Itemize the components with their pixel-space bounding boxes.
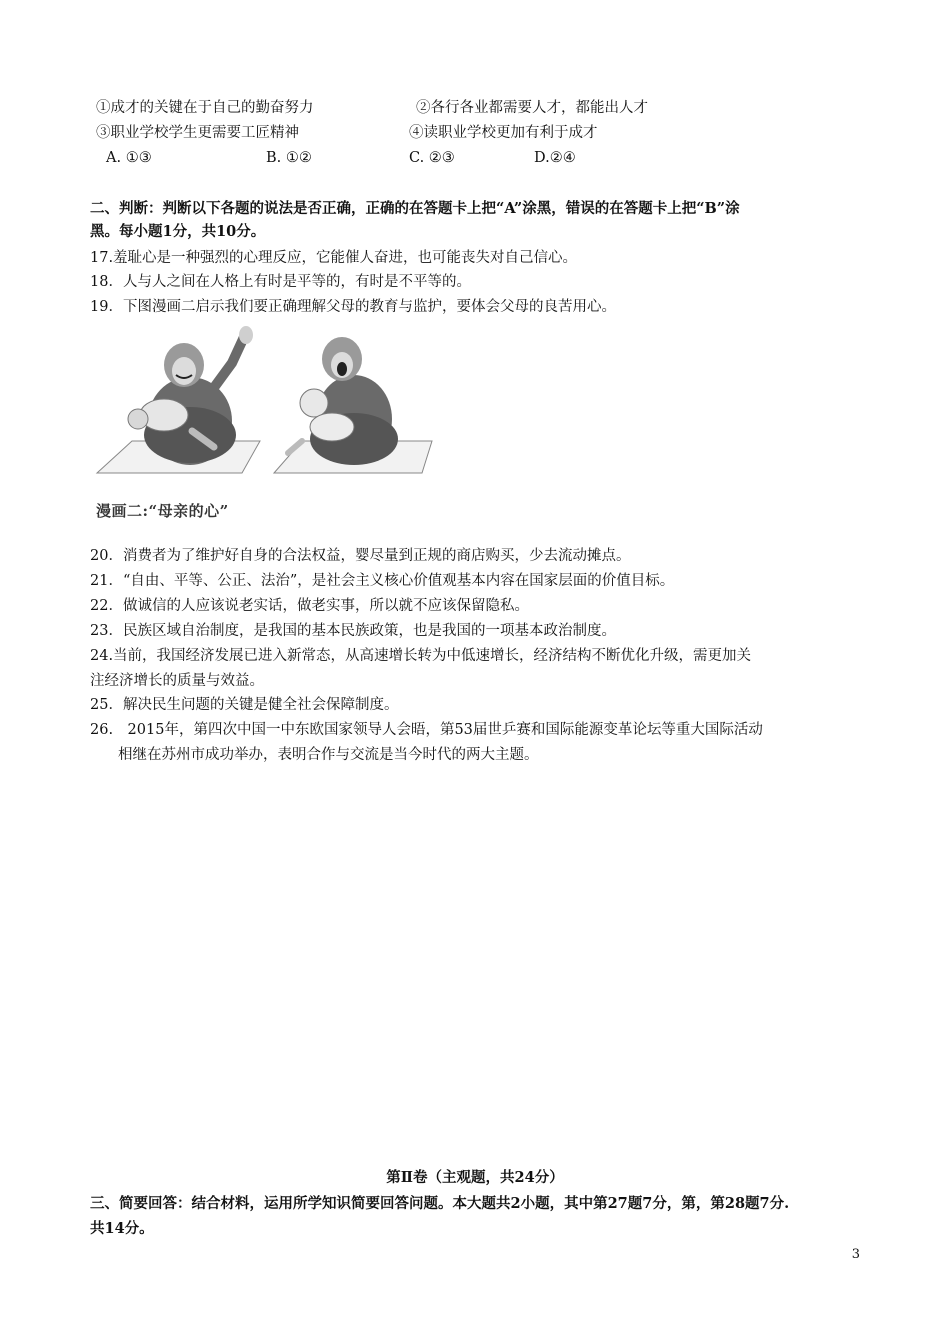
section2-heading-line2: 黑。每小题1分，共10分。 bbox=[90, 223, 266, 240]
question-17: 17.羞耻心是一种强烈的心理反应，它能催人奋进，也可能丧失对自己信心。 bbox=[90, 250, 578, 266]
cartoon-illustration bbox=[92, 323, 438, 498]
question-19: 19．下图漫画二启示我们要正确理解父母的教育与监护，要体会父母的良苦用心。 bbox=[90, 299, 616, 315]
question-26-line2: 相继在苏州市成功举办，表明合作与交流是当今时代的两大主题。 bbox=[118, 747, 539, 763]
question-18: 18．人与人之间在人格上有时是平等的，有时是不平等的。 bbox=[90, 274, 471, 290]
question-23: 23．民族区域自治制度，是我国的基本民族政策，也是我国的一项基本政治制度。 bbox=[90, 623, 616, 639]
question-22: 22．做诚信的人应该说老实话，做老实事，所以就不应该保留隐私。 bbox=[90, 598, 529, 614]
part2-title: 第Ⅱ卷（主观题，共24分） bbox=[386, 1169, 564, 1186]
q16-statement-4: ④读职业学校更加有利于成才 bbox=[409, 125, 598, 141]
q16-option-a: A. ①③ bbox=[106, 150, 152, 166]
question-20: 20．消费者为了维护好自身的合法权益，婴尽量到正规的商店购买，少去流动摊点。 bbox=[90, 548, 631, 564]
section3-heading-line1: 三、简要回答：结合材料，运用所学知识简要回答问题。本大题共2小题，其中第27题7分，第，第28题7分. bbox=[90, 1195, 790, 1212]
q16-option-b: B. ①② bbox=[266, 150, 312, 166]
page-number: 3 bbox=[851, 1247, 860, 1262]
question-21: 21．“自由、平等、公正、法治”，是社会主义核心价值观基本内容在国家层面的价值目标。 bbox=[90, 573, 675, 589]
section2-heading-line1: 二、判断：判断以下各题的说法是否正确，正确的在答题卡上把“A”涂黑，错误的在答题卡上把“B”涂 bbox=[90, 200, 740, 217]
q16-statement-2: ②各行各业都需要人才，都能出人才 bbox=[416, 100, 648, 116]
q16-statement-3: ③职业学校学生更需要工匠精神 bbox=[96, 125, 299, 141]
section3-heading-line2: 共14分。 bbox=[90, 1220, 154, 1237]
q16-option-c: C. ②③ bbox=[409, 150, 455, 166]
q16-option-d: D.②④ bbox=[534, 150, 576, 166]
question-26-line1: 26. 2015年，第四次中国一中东欧国家领导人会晤，第53届世乒赛和国际能源变革论坛等重大国际活动 bbox=[90, 722, 763, 738]
cartoon-caption: 漫画二:“母亲的心” bbox=[96, 502, 229, 520]
q16-statement-1: ①成才的关键在于自己的勤奋努力 bbox=[96, 100, 314, 116]
question-24-line1: 24.当前，我国经济发展已进入新常态，从高速增长转为中低速增长，经济结构不断优化升级，需更加关 bbox=[90, 648, 752, 664]
question-25: 25．解决民生问题的关键是健全社会保障制度。 bbox=[90, 697, 399, 713]
question-24-line2: 注经济增长的质量与效益。 bbox=[90, 673, 264, 689]
